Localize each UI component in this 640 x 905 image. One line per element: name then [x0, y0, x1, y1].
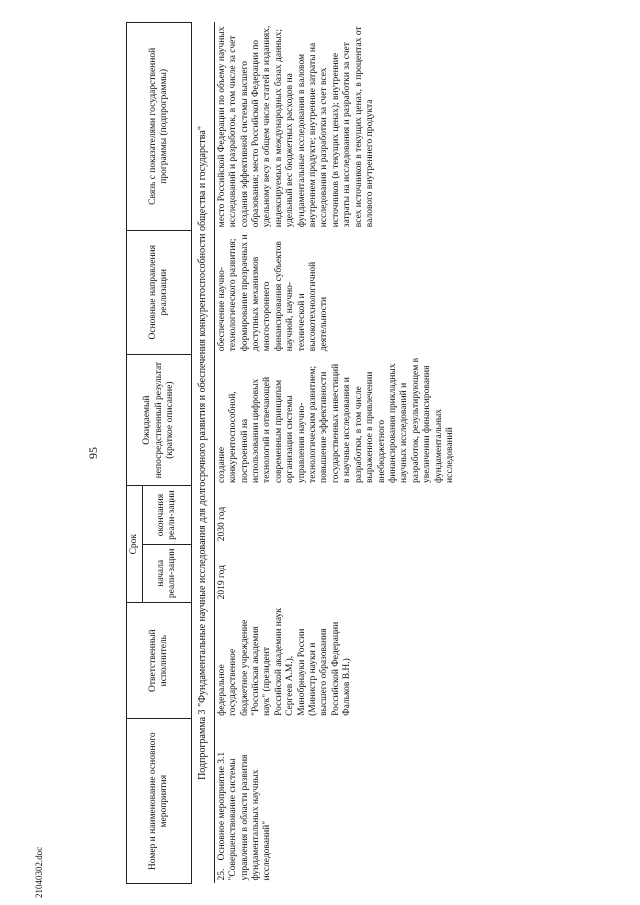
header-executor: Ответственный исполнитель: [127, 602, 192, 718]
header-directions: Основные направления реализации: [127, 230, 192, 354]
row-result: создание конкурентоспособной, построенной на использовании цифровых технологий и отвечающей современным принципам организации системы управления научно-технологическим развитием; повышение эффективности государственных инвестиций в научные исследования и разработки, в том числе выраженное в привлечении внебюджетного финансирования прикладных научных исследований и разработок, результирующем в увеличении финансирования фундаментальных исследований: [216, 357, 455, 483]
header-indicators: Связь с показателями государственной программы (подпрограммы): [127, 23, 192, 231]
measures-table: [126, 22, 458, 884]
row-number: 25.: [216, 868, 227, 881]
table-row: [214, 23, 458, 884]
page-number: 95: [86, 447, 100, 459]
header-end: окончания реали-зации: [143, 486, 192, 544]
header-term: Срок: [127, 486, 143, 602]
rotated-table-page: [86, 22, 594, 884]
row-executor: федеральное государственное бюджетное учреждение "Российская академия наук" (президент Российской академии наук Сергеев А.М.), Минобрнауки России (Министр науки и высшего образования Российской Федерации Фальков В.Н.): [216, 608, 353, 716]
row-end: 2030 год: [216, 506, 227, 542]
header-result: Ожидаемый непосредственный результат (краткое описание): [127, 354, 192, 486]
row-start: 2019 год: [216, 565, 227, 600]
row-number-name: [214, 719, 458, 884]
row-directions: обеспечение научно-технологического развития; формирование прозрачных и доступных механизмов многостороннего финансирования субъектов научной, научно-технической и высокотехнологичной деятельности: [216, 234, 330, 352]
header-start: начала реали-зации: [143, 544, 192, 602]
document-id: 21040302.doc: [34, 846, 44, 898]
row-name: Основное мероприятие 3.1 "Совершенствование системы управления в области развития фундаментальных научных исследований": [216, 751, 273, 881]
row-indicators: место Российской Федерации по объему научных исследований и разработок, в том числе за счет создания эффективной системы высшего образования; место Российской Федерации по удельному весу в общем числе статей в изданиях, индексируемых в международных базах данных; удельный вес бюджетных расходов на фундаментальные исследования в валовом внутреннем продукте; внутренние затраты на исследования и разработки за счет всех источников (в текущих ценах); внутренние затраты на исследования и разработки за счет всех источников в текущих ценах, в процентах от валового внутреннего продукта: [216, 25, 376, 228]
subprogram-title: Подпрограмма 3 "Фундаментальные научные исследования для долгосрочного развития и обеспечения конкурентоспособности общества и государства": [192, 23, 214, 884]
header-number-name: Номер и наименование основного мероприятия: [127, 719, 192, 884]
